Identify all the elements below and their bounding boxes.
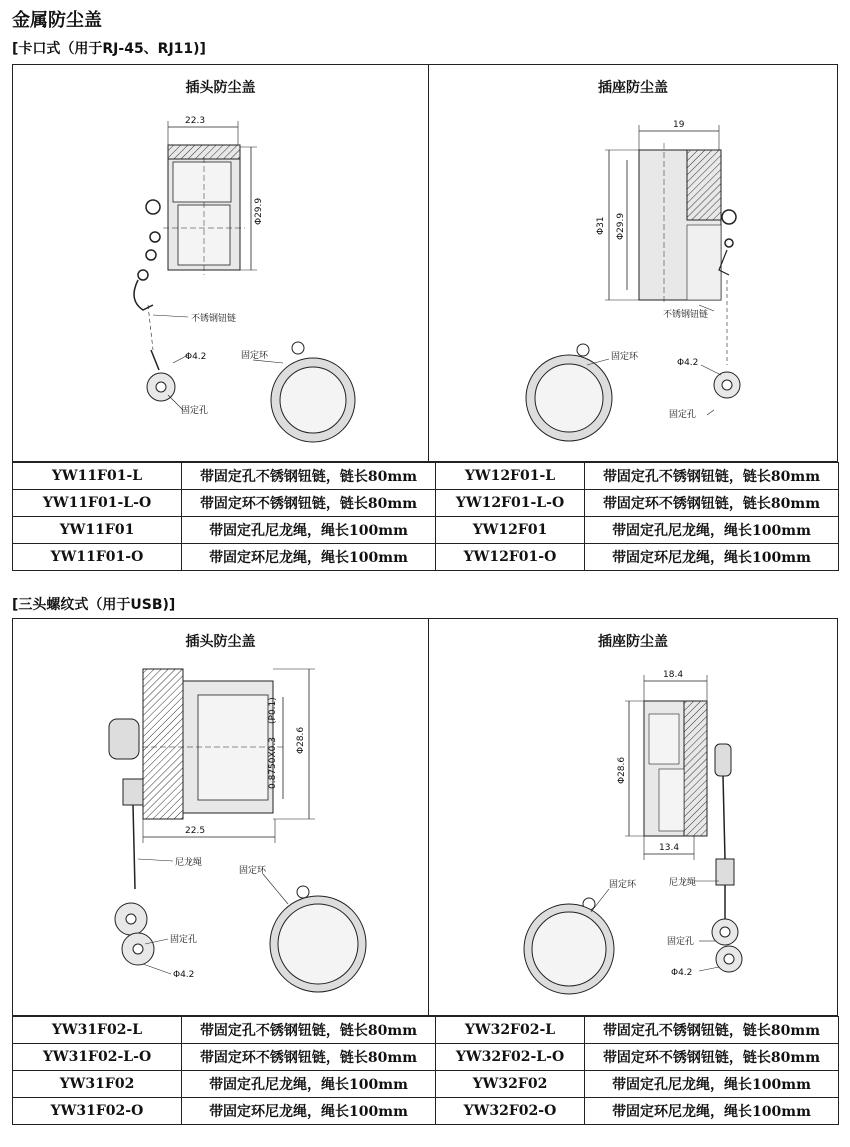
part-code: YW31F02 — [13, 1071, 182, 1098]
part-description: 带固定环不锈钢钮链，链长80mm — [182, 490, 436, 517]
part-code: YW12F01-L — [436, 463, 585, 490]
part-description: 带固定环尼龙绳，绳长100mm — [182, 1098, 436, 1125]
spec-table-bayonet — [12, 462, 839, 571]
label-hole-dia: Φ4.2 — [185, 352, 207, 362]
section-thread-drawings — [12, 618, 838, 1016]
part-description: 带固定孔尼龙绳，绳长100mm — [585, 517, 839, 544]
part-code: YW12F01-L-O — [436, 490, 585, 517]
dim-outer-text: Φ31 — [596, 216, 606, 235]
part-description: 带固定环尼龙绳，绳长100mm — [585, 544, 839, 571]
part-description: 带固定环不锈钢钮链，链长80mm — [182, 1044, 436, 1071]
part-description: 带固定孔不锈钢钮链，链长80mm — [182, 463, 436, 490]
part-description: 带固定孔尼龙绳，绳长100mm — [182, 1071, 436, 1098]
label-hole-dia: Φ4.2 — [173, 970, 195, 980]
label-rope: 尼龙绳 — [669, 878, 697, 888]
dim-diameter-text: Φ28.6 — [617, 756, 627, 784]
part-code: YW11F01-O — [13, 544, 182, 571]
part-code: YW32F02-L — [436, 1017, 585, 1044]
label-hole-dia: Φ4.2 — [677, 358, 699, 368]
panel-title: 插座防尘盖 — [598, 80, 668, 96]
part-description: 带固定孔不锈钢钮链，链长80mm — [585, 463, 839, 490]
table-row — [13, 1017, 839, 1044]
part-description: 带固定环尼龙绳，绳长100mm — [585, 1098, 839, 1125]
table-row — [13, 463, 839, 490]
section-heading-bayonet: [卡口式（用于RJ-45、RJ11)] — [12, 41, 206, 57]
part-code: YW11F01 — [13, 517, 182, 544]
socket-cover-drawing — [429, 65, 837, 461]
panel-title: 插座防尘盖 — [598, 634, 668, 650]
part-code: YW32F02-O — [436, 1098, 585, 1125]
dim-diameter-text: Φ29.9 — [254, 197, 264, 225]
part-code: YW11F01-L-O — [13, 490, 182, 517]
label-ring: 固定环 — [609, 880, 637, 890]
table-row — [13, 490, 839, 517]
part-code: YW12F01-O — [436, 544, 585, 571]
label-rope: 尼龙绳 — [175, 858, 203, 868]
plug-cover-drawing — [13, 65, 429, 461]
part-description: 带固定环尼龙绳，绳长100mm — [182, 544, 436, 571]
part-description: 带固定环不锈钢钮链，链长80mm — [585, 1044, 839, 1071]
panel-title: 插头防尘盖 — [185, 80, 256, 96]
panel-socket-cover-thread — [429, 619, 837, 1015]
part-code: YW11F01-L — [13, 463, 182, 490]
plug-cover-thread-drawing — [13, 619, 429, 1015]
label-ring: 固定环 — [611, 352, 639, 362]
dim-thread-note: (P0.1) — [268, 697, 278, 724]
part-description: 带固定孔尼龙绳，绳长100mm — [182, 517, 436, 544]
page-title: 金属防尘盖 — [12, 10, 102, 31]
dim-width-text: 18.4 — [663, 670, 684, 680]
dim-width-text: 22.3 — [185, 116, 206, 126]
label-hole: 固定孔 — [669, 410, 697, 420]
part-code: YW32F02 — [436, 1071, 585, 1098]
dim-diameter-text: Φ28.6 — [296, 726, 306, 754]
label-hole-dia: Φ4.2 — [671, 968, 693, 978]
panel-plug-cover-bayonet — [13, 65, 429, 461]
part-code: YW31F02-L — [13, 1017, 182, 1044]
spec-table-thread — [12, 1016, 839, 1125]
socket-cover-thread-drawing — [429, 619, 837, 1015]
part-code: YW12F01 — [436, 517, 585, 544]
part-description: 带固定环不锈钢钮链，链长80mm — [585, 490, 839, 517]
part-code: YW32F02-L-O — [436, 1044, 585, 1071]
label-hole: 固定孔 — [170, 935, 198, 945]
table-row — [13, 517, 839, 544]
part-description: 带固定孔不锈钢钮链，链长80mm — [585, 1017, 839, 1044]
panel-plug-cover-thread — [13, 619, 429, 1015]
dim-inner-text: Φ29.9 — [616, 212, 626, 240]
dim-width-text: 22.5 — [185, 826, 206, 836]
dim-inner-width-text: 13.4 — [659, 843, 680, 853]
part-code: YW31F02-L-O — [13, 1044, 182, 1071]
table-row — [13, 544, 839, 571]
section-heading-thread: [三头螺纹式（用于USB)] — [12, 597, 176, 613]
section-bayonet-drawings — [12, 64, 838, 462]
label-chain: 不锈钢钮链 — [663, 310, 709, 320]
dim-thread-text: 0.8750X0.3 — [268, 737, 278, 789]
label-chain: 不锈钢钮链 — [191, 314, 237, 324]
part-description: 带固定孔尼龙绳，绳长100mm — [585, 1071, 839, 1098]
label-ring: 固定环 — [241, 351, 269, 361]
part-code: YW31F02-O — [13, 1098, 182, 1125]
panel-title: 插头防尘盖 — [185, 634, 256, 650]
table-row — [13, 1071, 839, 1098]
panel-socket-cover-bayonet — [429, 65, 837, 461]
part-description: 带固定孔不锈钢钮链，链长80mm — [182, 1017, 436, 1044]
table-row — [13, 1044, 839, 1071]
label-ring: 固定环 — [239, 866, 267, 876]
table-row — [13, 1098, 839, 1125]
label-hole: 固定孔 — [181, 406, 209, 416]
label-hole: 固定孔 — [667, 937, 695, 947]
dim-width-text: 19 — [673, 120, 685, 130]
